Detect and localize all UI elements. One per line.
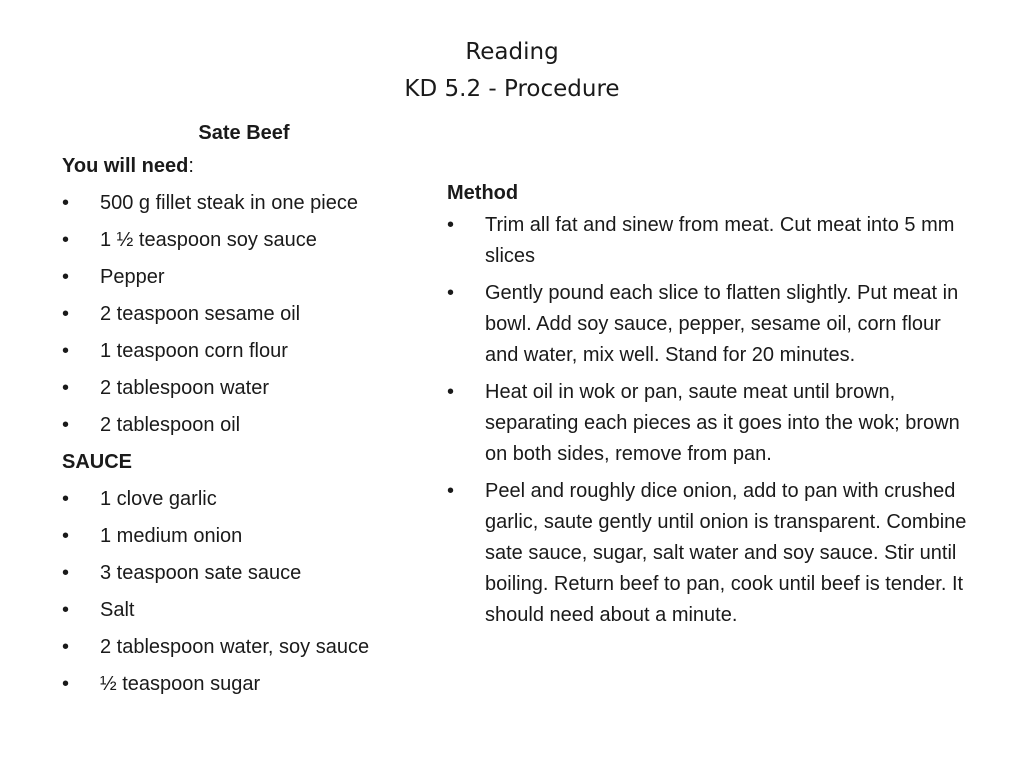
bullet-icon: • bbox=[62, 525, 70, 547]
bullet-icon: • bbox=[447, 214, 455, 236]
bullet-icon: • bbox=[447, 480, 455, 502]
ingredients-item bbox=[62, 185, 422, 222]
slide-title-line-1: Reading bbox=[465, 39, 559, 65]
method-heading: Method bbox=[447, 182, 519, 204]
method-item bbox=[447, 377, 972, 470]
bullet-icon: • bbox=[62, 414, 70, 436]
bullet-icon: • bbox=[62, 488, 70, 510]
bullet-icon: • bbox=[62, 599, 70, 621]
bullet-icon: • bbox=[62, 266, 70, 288]
ingredients-item-text: 2 teaspoon sesame oil bbox=[100, 303, 301, 325]
method-item-text: Heat oil in wok or pan, saute meat until brown, separating each pieces as it goes into the wok; brown on both sides, remove from pan. bbox=[485, 381, 960, 465]
bullet-icon: • bbox=[62, 303, 70, 325]
bullet-icon: • bbox=[447, 381, 455, 403]
bullet-icon: • bbox=[62, 377, 70, 399]
slide-title-line-2: KD 5.2 - Procedure bbox=[404, 76, 620, 102]
sauce-item-text: ½ teaspoon sugar bbox=[100, 673, 261, 695]
ingredients-heading-colon: : bbox=[188, 155, 194, 177]
sauce-item-text: Salt bbox=[100, 599, 135, 621]
method-column bbox=[447, 178, 972, 637]
ingredients-item-text: 500 g fillet steak in one piece bbox=[100, 192, 358, 214]
method-item-text: Gently pound each slice to flatten slightly. Put meat in bowl. Add soy sauce, pepper, sesame oil, corn flour and water, mix well. Stand for 20 minutes. bbox=[485, 282, 959, 366]
sauce-item bbox=[62, 592, 422, 629]
sauce-item-text: 2 tablespoon water, soy sauce bbox=[100, 636, 370, 658]
ingredients-item-text: 2 tablespoon oil bbox=[100, 414, 241, 436]
sauce-list bbox=[62, 481, 422, 703]
method-list bbox=[447, 210, 972, 631]
ingredients-item bbox=[62, 333, 422, 370]
method-item bbox=[447, 210, 972, 272]
ingredients-item-text: Pepper bbox=[100, 266, 165, 288]
method-item-text: Peel and roughly dice onion, add to pan with crushed garlic, saute gently until onion is transparent. Combine sate sauce, sugar, salt water and soy sauce. Stir until boiling. Return beef to pan, cook until beef is tender. It should need about a minute. bbox=[485, 480, 967, 626]
ingredients-list bbox=[62, 185, 422, 444]
sauce-item bbox=[62, 518, 422, 555]
ingredients-item-text: 2 tablespoon water bbox=[100, 377, 270, 399]
bullet-icon: • bbox=[62, 340, 70, 362]
sauce-item-text: 3 teaspoon sate sauce bbox=[100, 562, 302, 584]
sauce-item bbox=[62, 481, 422, 518]
bullet-icon: • bbox=[62, 562, 70, 584]
bullet-icon: • bbox=[62, 673, 70, 695]
bullet-icon: • bbox=[62, 636, 70, 658]
bullet-icon: • bbox=[447, 282, 455, 304]
ingredients-item-text: 1 teaspoon corn flour bbox=[100, 340, 288, 362]
ingredients-item bbox=[62, 407, 422, 444]
sauce-item-text: 1 clove garlic bbox=[100, 488, 217, 510]
ingredients-heading bbox=[62, 148, 422, 185]
method-item-text: Trim all fat and sinew from meat. Cut meat into 5 mm slices bbox=[485, 214, 955, 267]
ingredients-item bbox=[62, 296, 422, 333]
ingredients-item-text: 1 ½ teaspoon soy sauce bbox=[100, 229, 317, 251]
sauce-item bbox=[62, 555, 422, 592]
ingredients-column bbox=[62, 118, 422, 703]
ingredients-item bbox=[62, 370, 422, 407]
ingredients-heading-label: You will need bbox=[62, 155, 189, 177]
method-item bbox=[447, 476, 972, 631]
bullet-icon: • bbox=[62, 192, 70, 214]
slide-title bbox=[0, 34, 1024, 108]
sauce-item bbox=[62, 666, 422, 703]
bullet-icon: • bbox=[62, 229, 70, 251]
sauce-item-text: 1 medium onion bbox=[100, 525, 243, 547]
sauce-item bbox=[62, 629, 422, 666]
method-item bbox=[447, 278, 972, 371]
ingredients-item bbox=[62, 222, 422, 259]
ingredients-item bbox=[62, 259, 422, 296]
recipe-title: Sate Beef bbox=[198, 122, 290, 144]
sauce-heading-label: SAUCE bbox=[62, 451, 133, 473]
sauce-heading bbox=[62, 444, 422, 481]
